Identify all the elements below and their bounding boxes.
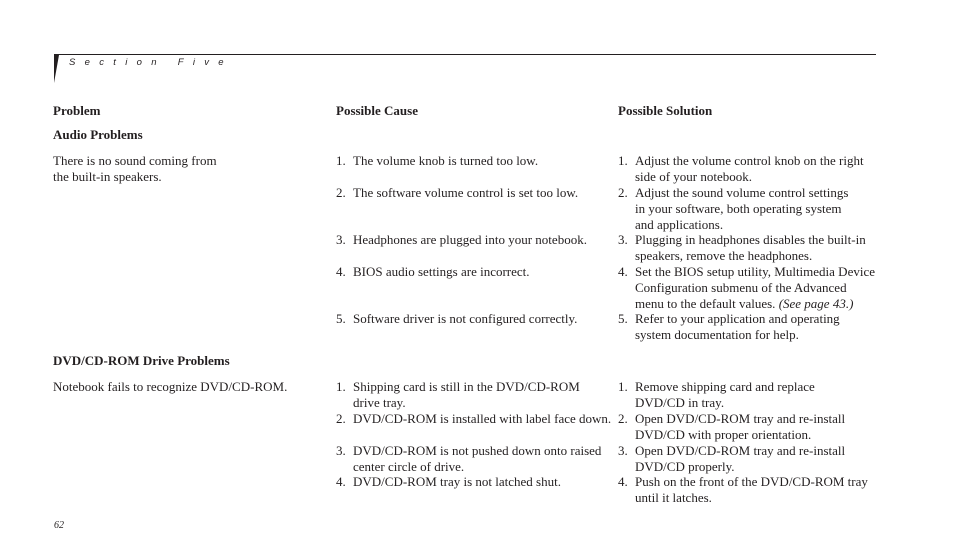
solution-text: Open DVD/CD-ROM tray and re-install DVD/CD properly. [635, 443, 846, 474]
solution-text: Open DVD/CD-ROM tray and re-install DVD/CD with proper orientation. [635, 411, 846, 442]
header-corner-mark [54, 55, 59, 83]
problem-audio: There is no sound coming from the built-in speakers. [53, 153, 217, 184]
solution-number: 5. [618, 311, 628, 326]
column-header-solution: Possible Solution [618, 103, 713, 118]
solution-number: 2. [618, 185, 628, 200]
solution-number: 1. [618, 153, 628, 168]
solution-text: Adjust the sound volume control settings in your software, both operating system and applications. [635, 185, 849, 232]
solution-text: Push on the front of the DVD/CD-ROM tray until it latches. [635, 474, 868, 505]
cause-text: The software volume control is set too low. [353, 185, 579, 200]
solution-number: 2. [618, 411, 628, 426]
solution-text [635, 264, 875, 311]
solution-number: 3. [618, 443, 628, 458]
solution-number: 4. [618, 264, 628, 279]
column-header-cause: Possible Cause [336, 103, 418, 118]
cause-number: 2. [336, 185, 346, 200]
solution-text-main: Set the BIOS setup utility, Multimedia Device Configuration submenu of the Advanced menu to the default values. [635, 264, 875, 311]
cause-text: DVD/CD-ROM is not pushed down onto raised center circle of drive. [353, 443, 602, 474]
cause-number: 4. [336, 264, 346, 279]
cause-text: BIOS audio settings are incorrect. [353, 264, 530, 279]
cause-number: 4. [336, 474, 346, 489]
solution-number: 4. [618, 474, 628, 489]
solution-text: Refer to your application and operating system documentation for help. [635, 311, 840, 342]
page-reference: (See page 43.) [778, 295, 854, 311]
solution-number: 1. [618, 379, 628, 394]
cause-number: 2. [336, 411, 346, 426]
problem-dvd: Notebook fails to recognize DVD/CD-ROM. [53, 379, 288, 394]
column-header-problem: Problem [53, 103, 101, 118]
cause-number: 3. [336, 232, 346, 247]
cause-text: DVD/CD-ROM is installed with label face down. [353, 411, 612, 426]
cause-text: The volume knob is turned too low. [353, 153, 539, 168]
solution-text: Adjust the volume control knob on the right side of your notebook. [635, 153, 864, 184]
cause-text: Headphones are plugged into your notebook. [353, 232, 587, 247]
cause-text: Software driver is not configured correctly. [353, 311, 578, 326]
section-label: Section Five [69, 57, 233, 68]
header-rule [54, 54, 876, 55]
solution-text: Plugging in headphones disables the built-in speakers, remove the headphones. [635, 232, 866, 263]
solution-number: 3. [618, 232, 628, 247]
cause-number: 1. [336, 153, 346, 168]
cause-number: 1. [336, 379, 346, 394]
cause-number: 3. [336, 443, 346, 458]
cause-text: DVD/CD-ROM tray is not latched shut. [353, 474, 561, 489]
cause-number: 5. [336, 311, 346, 326]
group-title-dvd: DVD/CD-ROM Drive Problems [53, 353, 230, 368]
page-number: 62 [54, 520, 64, 531]
group-title-audio: Audio Problems [53, 127, 143, 142]
cause-text: Shipping card is still in the DVD/CD-ROM drive tray. [353, 379, 580, 410]
solution-text: Remove shipping card and replace DVD/CD in tray. [635, 379, 815, 410]
